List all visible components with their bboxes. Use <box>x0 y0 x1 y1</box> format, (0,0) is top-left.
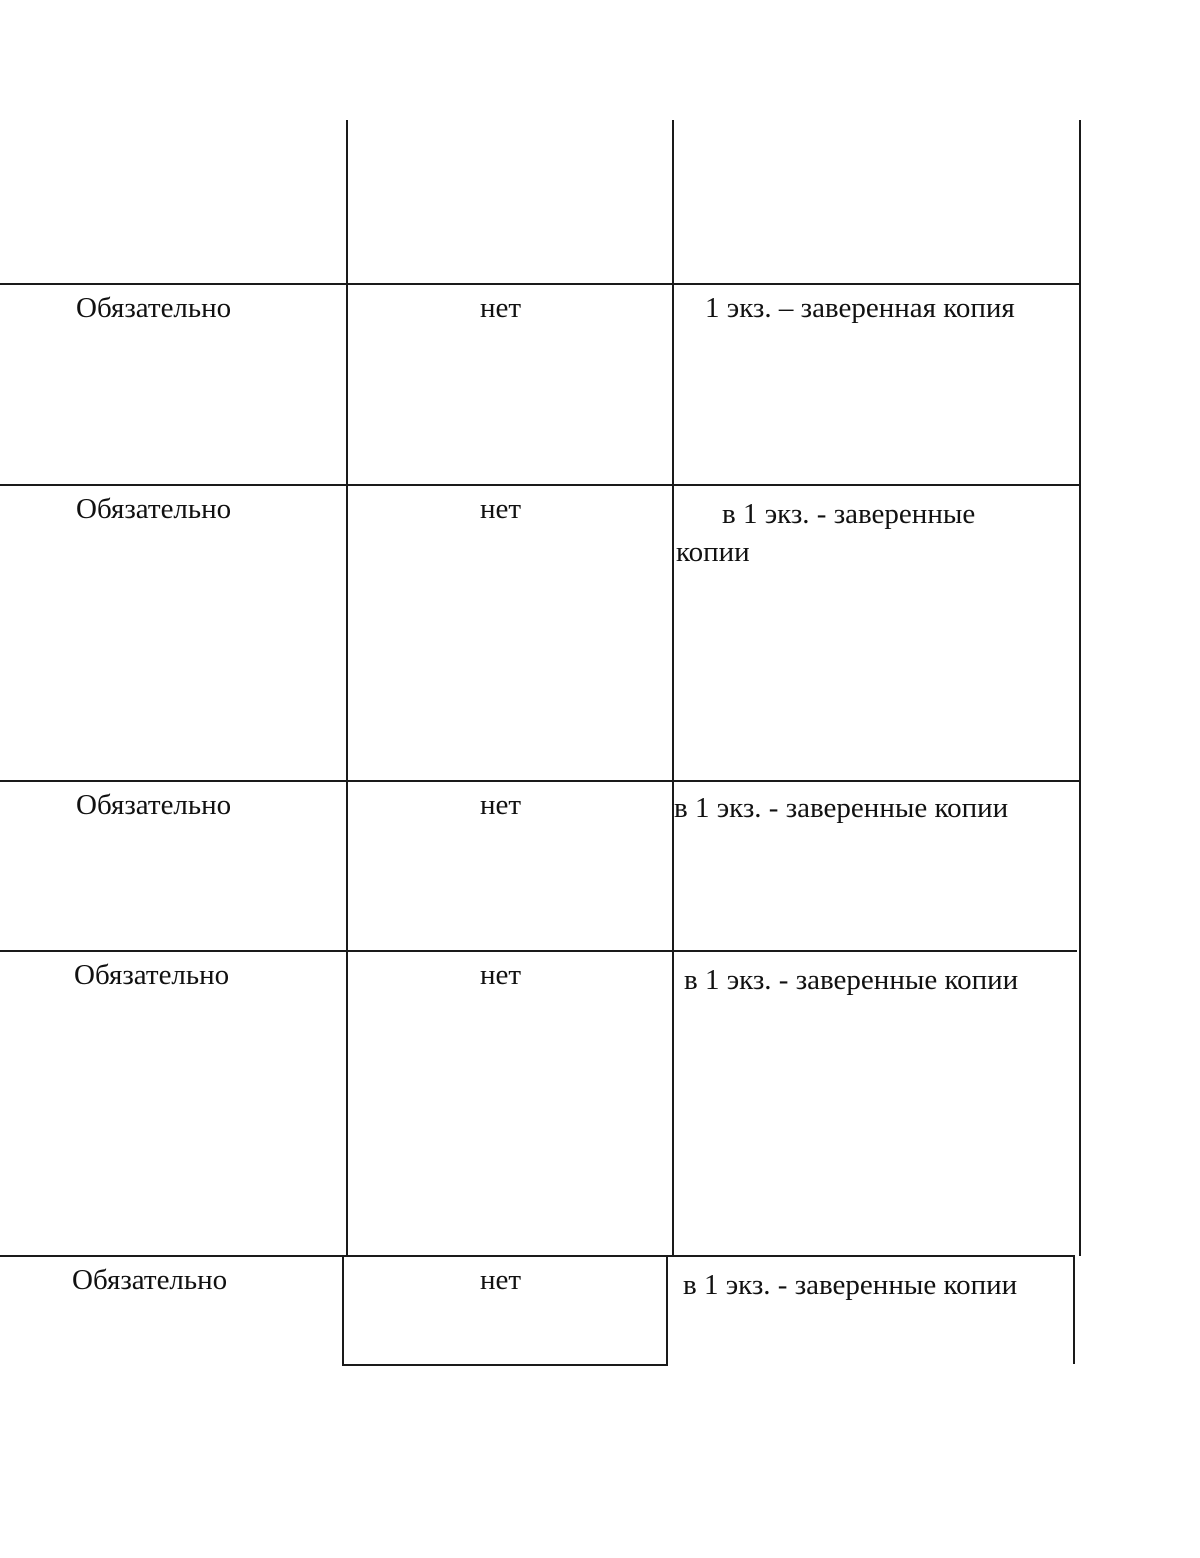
table-cell-required: Обязательно <box>74 959 230 991</box>
col-divider-2-last-row <box>666 1256 668 1366</box>
bottom-border-middle-cell <box>342 1364 668 1366</box>
col-divider-2 <box>672 120 674 1256</box>
table-cell-no: нет <box>480 959 522 991</box>
table-cell-copies: в 1 экз. - заверенные копии <box>674 792 1009 824</box>
col-divider-1-last-row <box>342 1256 344 1366</box>
row-divider-1 <box>0 283 1081 285</box>
row-divider-3 <box>0 780 1079 782</box>
table-cell-required: Обязательно <box>76 292 232 324</box>
table-cell-no: нет <box>480 789 522 821</box>
table-cell-copies-line2: копии <box>676 536 750 568</box>
col-divider-1 <box>346 120 348 1256</box>
table-cell-required: Обязательно <box>76 493 232 525</box>
row-divider-2 <box>0 484 1081 486</box>
right-border-last-row <box>1073 1256 1075 1364</box>
table-cell-copies-line1: в 1 экз. - заверенные <box>722 498 976 530</box>
row-divider-4 <box>0 950 1077 952</box>
table-cell-copies: в 1 экз. - заверенные копии <box>684 964 1019 996</box>
table-cell-no: нет <box>480 493 522 525</box>
table-cell-copies: в 1 экз. - заверенные копии <box>683 1269 1018 1301</box>
table-cell-no: нет <box>480 292 522 324</box>
row-divider-5 <box>0 1255 1075 1257</box>
table-cell-copies: 1 экз. – заверенная копия <box>705 292 1015 324</box>
table-cell-required: Обязательно <box>76 789 232 821</box>
right-border <box>1079 120 1081 1256</box>
table-cell-no: нет <box>480 1264 522 1296</box>
table-cell-required: Обязательно <box>72 1264 228 1296</box>
